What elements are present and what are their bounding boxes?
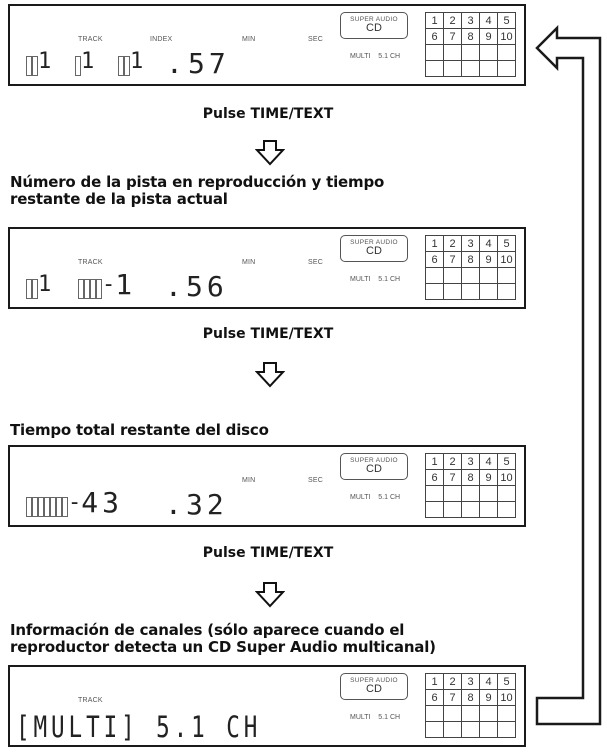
time-separator: . xyxy=(165,488,186,521)
super-audio-cd-indicator: SUPER AUDIO CD xyxy=(340,12,408,39)
time-seconds: 57 xyxy=(188,47,230,80)
track-label: TRACK xyxy=(78,36,103,43)
track-number-segments: 1 xyxy=(26,48,51,76)
index-label: INDEX xyxy=(150,36,173,43)
sec-label: SEC xyxy=(308,36,323,43)
multi-channel-indicator: MULTI 5.1 CH xyxy=(350,714,401,721)
channel-readout: [MULTI] 5.1 CH xyxy=(16,710,262,744)
multi-channel-indicator: MULTI 5.1 CH xyxy=(350,494,401,501)
caption-disc-remaining: Tiempo total restante del disco xyxy=(10,421,269,439)
track-number-grid: 1 2 3 4 5 6 7 8 9 10 xyxy=(425,673,516,738)
multi-channel-indicator: MULTI 5.1 CH xyxy=(350,276,401,283)
pulse-time-text-instruction-1: Pulse TIME/TEXT xyxy=(202,106,334,122)
time-minute-segments: 1 xyxy=(118,48,143,76)
sec-label: SEC xyxy=(308,477,323,484)
multi-channel-indicator: MULTI 5.1 CH xyxy=(350,53,401,60)
super-audio-cd-indicator: SUPER AUDIO CD xyxy=(340,235,408,262)
min-label: MIN xyxy=(242,477,256,484)
time-minute-segments: - 43 xyxy=(26,489,123,517)
time-minute-segments: - 1 xyxy=(78,271,136,299)
pulse-time-text-instruction-3: Pulse TIME/TEXT xyxy=(202,545,334,561)
min-label: MIN xyxy=(242,36,256,43)
track-label: TRACK xyxy=(78,697,103,704)
time-separator: . xyxy=(165,270,186,303)
track-number-grid: 1 2 3 4 5 6 7 8 9 10 xyxy=(425,12,516,77)
time-separator: . xyxy=(166,47,187,80)
sec-label: SEC xyxy=(308,259,323,266)
super-audio-cd-indicator: SUPER AUDIO CD xyxy=(340,673,408,700)
min-label: MIN xyxy=(242,259,256,266)
caption-track-remaining: Número de la pista en reproducción y tiempo restante de la pista actual xyxy=(10,173,385,208)
caption-channel-info: Información de canales (sólo aparece cuando el reproductor detecta un CD Super Audio multicanal) xyxy=(10,621,436,656)
time-seconds: 32 xyxy=(186,488,228,521)
super-audio-cd-indicator: SUPER AUDIO CD xyxy=(340,453,408,480)
track-label: TRACK xyxy=(78,259,103,266)
pulse-time-text-instruction-2: Pulse TIME/TEXT xyxy=(202,326,334,342)
track-number-segments: 1 xyxy=(26,271,51,299)
track-number-grid: 1 2 3 4 5 6 7 8 9 10 xyxy=(425,453,516,518)
track-number-grid: 1 2 3 4 5 6 7 8 9 10 xyxy=(425,235,516,300)
index-number-segments: 1 xyxy=(75,48,94,76)
time-seconds: 56 xyxy=(186,270,228,303)
